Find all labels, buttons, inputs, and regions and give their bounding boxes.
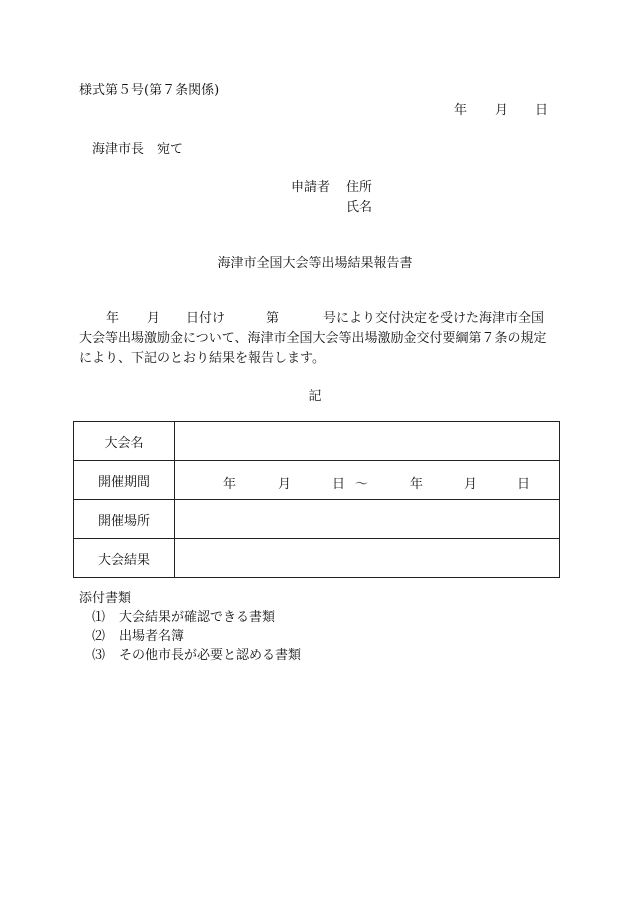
applicant-address-label: 住所 bbox=[346, 180, 373, 195]
period-start-year: 年 bbox=[223, 477, 237, 492]
tournament-name-label: 大会名 bbox=[74, 422, 175, 461]
body-month-label: 月 bbox=[147, 311, 161, 326]
period-end-month: 月 bbox=[464, 477, 478, 492]
period-end-year: 年 bbox=[410, 477, 424, 492]
document-title: 海津市全国大会等出場結果報告書 bbox=[217, 256, 413, 271]
list-item bbox=[92, 644, 301, 663]
period-start-day: 日 bbox=[332, 477, 346, 492]
attachment-number: ⑶ bbox=[92, 648, 106, 663]
body-dai-label: 第 bbox=[266, 311, 280, 326]
attachment-number: ⑵ bbox=[92, 629, 106, 644]
table-row bbox=[74, 539, 560, 578]
ki-heading: 記 bbox=[308, 389, 322, 404]
period-field[interactable] bbox=[175, 461, 560, 500]
attachment-text: 出場者名簿 bbox=[119, 629, 185, 644]
body-dated-label: 日付け bbox=[186, 311, 226, 326]
table-row bbox=[74, 500, 560, 539]
result-label: 大会結果 bbox=[74, 539, 175, 578]
list-item bbox=[92, 606, 275, 625]
body-year-label: 年 bbox=[106, 311, 120, 326]
report-detail-table bbox=[73, 421, 560, 578]
period-tilde: ～ bbox=[355, 477, 369, 492]
form-number-label: 様式第５号(第７条関係) bbox=[79, 83, 220, 98]
period-end-day: 日 bbox=[517, 477, 531, 492]
list-item bbox=[92, 625, 184, 644]
table-row bbox=[74, 422, 560, 461]
venue-field[interactable] bbox=[175, 500, 560, 539]
date-day-label: 日 bbox=[535, 103, 549, 118]
period-label: 開催期間 bbox=[74, 461, 175, 500]
body-line1-tail: 号により交付決定を受けた海津市全国 bbox=[323, 311, 545, 326]
attachment-text: その他市長が必要と認める書類 bbox=[119, 648, 302, 663]
table-row bbox=[74, 461, 560, 500]
date-year-label: 年 bbox=[454, 103, 468, 118]
tournament-name-field[interactable] bbox=[175, 422, 560, 461]
period-start-month: 月 bbox=[278, 477, 292, 492]
body-line-2: 大会等出場激励金について、海津市全国大会等出場激励金交付要綱第７条の規定 bbox=[79, 331, 547, 346]
body-line-3: により、下記のとおり結果を報告します。 bbox=[79, 351, 325, 366]
date-month-label: 月 bbox=[495, 103, 509, 118]
result-field[interactable] bbox=[175, 539, 560, 578]
applicant-label: 申請者 bbox=[291, 180, 331, 195]
attachment-text: 大会結果が確認できる書類 bbox=[119, 610, 276, 625]
attachments-heading: 添付書類 bbox=[79, 591, 132, 606]
venue-label: 開催場所 bbox=[74, 500, 175, 539]
addressee: 海津市長 宛て bbox=[92, 142, 184, 157]
attachment-number: ⑴ bbox=[92, 610, 106, 625]
applicant-name-label: 氏名 bbox=[346, 200, 373, 215]
